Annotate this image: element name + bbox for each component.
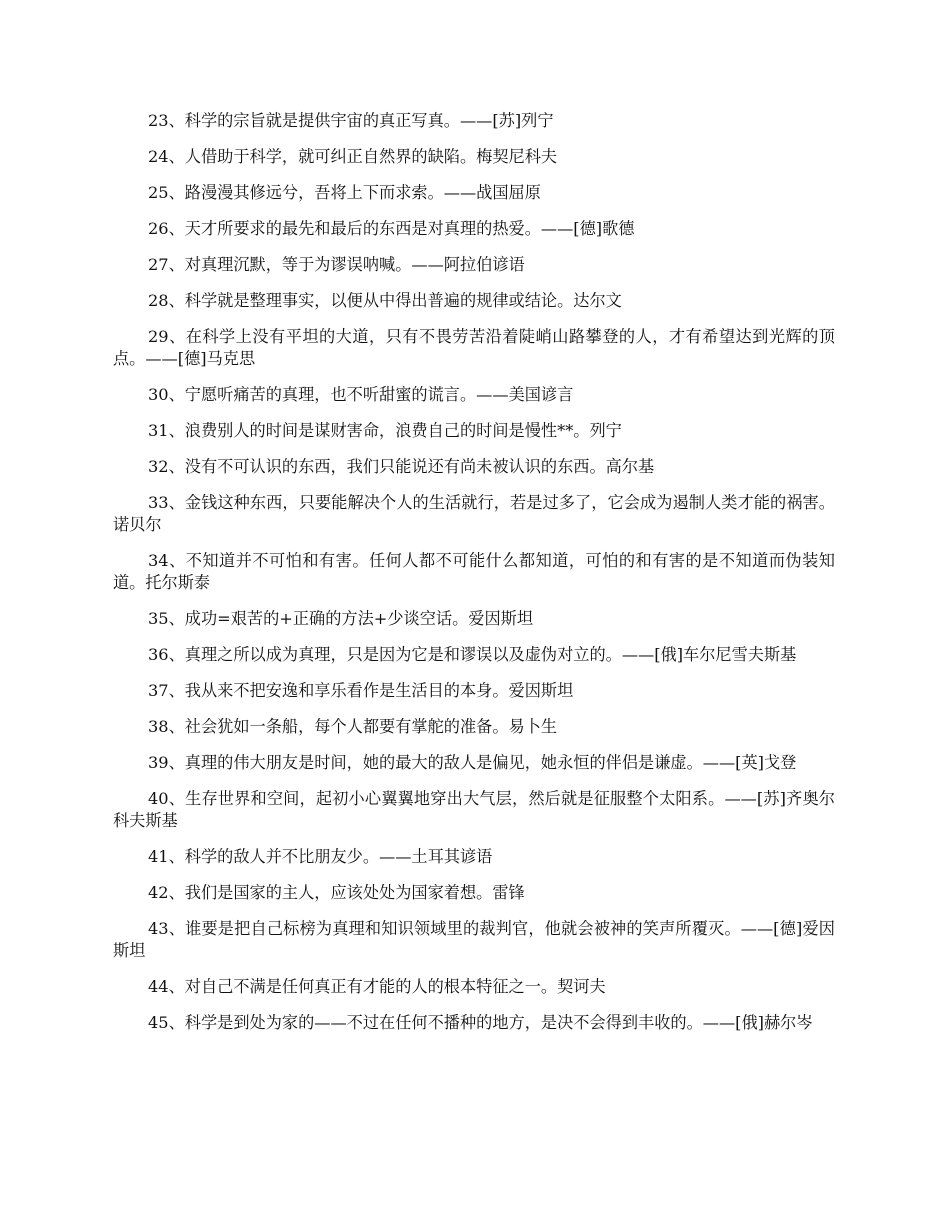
quote-paragraph: 26、天才所要求的最先和最后的东西是对真理的热爱。——[德]歌德 bbox=[148, 219, 635, 238]
quote-paragraph: 33、金钱这种东西，只要能解决个人的生活就行，若是过多了，它会成为遏制人类才能的祸害。诺贝尔 bbox=[113, 493, 835, 534]
quote-paragraph: 24、人借助于科学，就可纠正自然界的缺陷。梅契尼科夫 bbox=[148, 147, 558, 166]
quote-paragraph: 37、我从来不把安逸和享乐看作是生活目的本身。爱因斯坦 bbox=[148, 681, 574, 700]
quote-paragraph: 30、宁愿听痛苦的真理，也不听甜蜜的谎言。——美国谚言 bbox=[148, 385, 574, 404]
quote-paragraph: 43、谁要是把自己标榜为真理和知识领域里的裁判官，他就会被神的笑声所覆灭。——[德]爱因斯坦 bbox=[113, 919, 835, 960]
quote-paragraph: 44、对自己不满是任何真正有才能的人的根本特征之一。契诃夫 bbox=[148, 977, 606, 996]
quote-paragraph: 45、科学是到处为家的——不过在任何不播种的地方，是决不会得到丰收的。——[俄]赫尔岑 bbox=[148, 1013, 813, 1032]
quote-list bbox=[113, 110, 835, 1048]
quote-paragraph: 23、科学的宗旨就是提供宇宙的真正写真。——[苏]列宁 bbox=[148, 111, 554, 130]
quote-paragraph: 38、社会犹如一条船，每个人都要有掌舵的准备。易卜生 bbox=[148, 717, 558, 736]
quote-paragraph: 25、路漫漫其修远兮，吾将上下而求索。——战国屈原 bbox=[148, 183, 541, 202]
quote-paragraph: 35、成功=艰苦的+正确的方法+少谈空话。爱因斯坦 bbox=[148, 609, 534, 628]
quote-paragraph: 42、我们是国家的主人，应该处处为国家着想。雷锋 bbox=[148, 883, 525, 902]
quote-paragraph: 27、对真理沉默，等于为谬误呐喊。——阿拉伯谚语 bbox=[148, 255, 525, 274]
quote-paragraph: 28、科学就是整理事实，以便从中得出普遍的规律或结论。达尔文 bbox=[148, 291, 622, 310]
quote-paragraph: 32、没有不可认识的东西，我们只能说还有尚未被认识的东西。高尔基 bbox=[148, 457, 655, 476]
quote-paragraph: 29、在科学上没有平坦的大道，只有不畏劳苦沿着陡峭山路攀登的人，才有希望达到光辉的顶点。——[德]马克思 bbox=[113, 327, 835, 368]
quote-paragraph: 31、浪费别人的时间是谋财害命，浪费自己的时间是慢性**。列宁 bbox=[148, 421, 622, 440]
quote-paragraph: 39、真理的伟大朋友是时间，她的最大的敌人是偏见，她永恒的伴侣是谦虚。——[英]戈登 bbox=[148, 753, 797, 772]
quote-paragraph: 36、真理之所以成为真理，只是因为它是和谬误以及虚伪对立的。——[俄]车尔尼雪夫斯基 bbox=[148, 645, 797, 664]
quote-paragraph: 41、科学的敌人并不比朋友少。——土耳其谚语 bbox=[148, 847, 493, 866]
quote-paragraph: 40、生存世界和空间，起初小心翼翼地穿出大气层，然后就是征服整个太阳系。——[苏]齐奥尔科夫斯基 bbox=[113, 789, 835, 830]
quote-paragraph: 34、不知道并不可怕和有害。任何人都不可能什么都知道，可怕的和有害的是不知道而伪装知道。托尔斯泰 bbox=[113, 551, 835, 592]
